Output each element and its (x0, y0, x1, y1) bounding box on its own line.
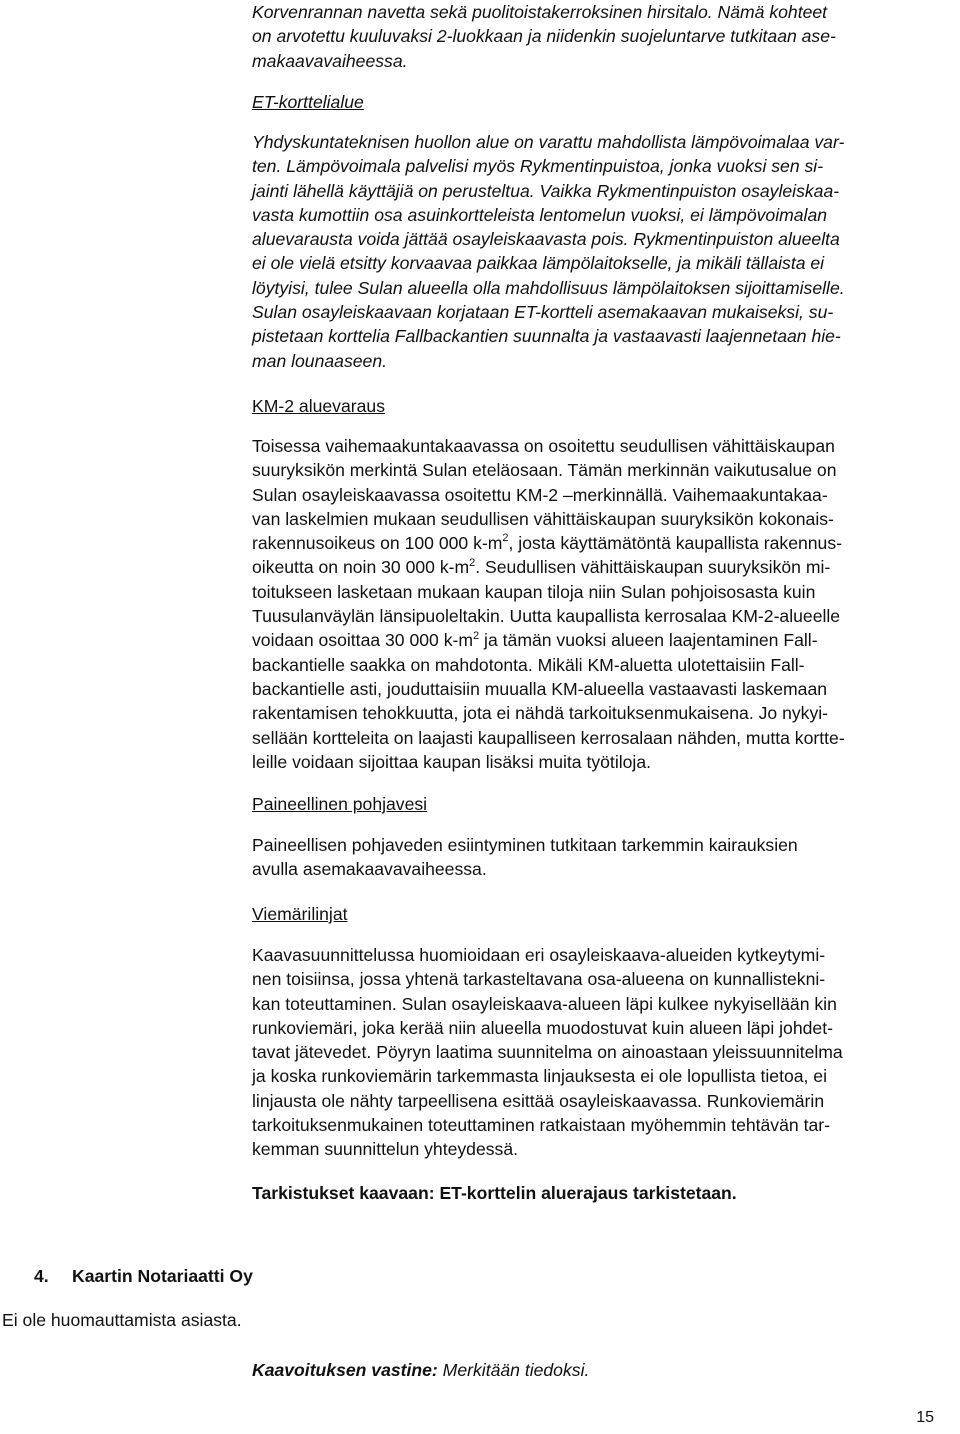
text-line: kan toteuttaminen. Sulan osayleiskaava-alueen läpi kulkee nykyisellään kin (252, 993, 837, 1014)
viemarilinjat-paragraph (252, 943, 952, 1162)
text-fragment: voidaan osoittaa 30 000 k-m (252, 630, 474, 651)
text-fragment: oikeutta on noin 30 000 k-m (252, 557, 470, 578)
section-body-text: Ei ole huomauttamista asiasta. (2, 1310, 242, 1330)
text-line: Yhdyskuntateknisen huollon alue on varattu mahdollista lämpövoimalaa var- (252, 132, 845, 152)
text-line: suuryksikön merkintä Sulan eteläosaan. Tämän merkinnän vaikutusalue on (252, 460, 837, 481)
text-line: nen toisiinsa, jossa yhtenä tarkasteltavana osa-alueena on kunnallistekni- (252, 969, 826, 990)
text-line: Sulan osayleiskaavaan korjataan ET-kortteli asemakaavan mukaiseksi, su- (252, 302, 834, 323)
intro-paragraph (252, 0, 952, 73)
text-line (252, 628, 952, 652)
text-line: ja koska runkoviemärin tarkemmasta linjauksesta ei ole lopullista tietoa, ei (252, 1066, 828, 1087)
superscript: 2 (469, 556, 476, 569)
text-line: aluevarausta voida jättää osayleiskaavasta pois. Rykmentinpuiston alueelta (252, 229, 840, 250)
text-line: van laskelmien mukaan seudullisen vähittäiskaupan suuryksikön kokonais- (252, 508, 834, 529)
text-line: leille voidaan sijoittaa kaupan lisäksi muita työtiloja. (252, 751, 652, 772)
text-line: sellään kortteleita on laajasti kaupalliseen kerrosalaan nähden, mutta kortte- (252, 727, 845, 748)
et-korttelialue-heading: ET-korttelialue (252, 92, 364, 112)
section-number: 4. (34, 1266, 49, 1286)
text-fragment: , josta käyttämätöntä kaupallista rakennus- (508, 533, 842, 554)
text-line: Toisessa vaihemaakuntakaavassa on osoitettu seudullisen vähittäiskaupan (252, 436, 835, 456)
text-line: kemman suunnittelun yhteydessä. (252, 1139, 519, 1160)
text-line: avulla asemakaavavaiheessa. (252, 859, 487, 880)
section-title: Kaartin Notariaatti Oy (72, 1266, 253, 1286)
text-line: Korvenrannan navetta sekä puolitoistakerroksinen hirsitalo. Nämä kohteet (252, 2, 828, 22)
text-line: on arvotettu kuuluvaksi 2-luokkaan ja niidenkin suojeluntarve tutkitaan ase- (252, 26, 836, 47)
text-line: Sulan osayleiskaavassa osoitettu KM-2 –merkinnällä. Vaihemaakuntakaa- (252, 484, 828, 505)
text-fragment: . Seudullisen vähittäiskaupan suuryksikön mi- (475, 557, 831, 578)
text-line: ei ole vielä etsitty korvaavaa paikkaa lämpölaitokselle, ja mikäli tällaista ei (252, 253, 825, 274)
text-line (252, 531, 952, 555)
tarkistukset-note: Tarkistukset kaavaan: ET-korttelin aluerajaus tarkistetaan. (252, 1183, 737, 1203)
page-number: 15 (916, 1409, 934, 1426)
text-line: rakentamisen tehokkuutta, jota ei nähdä tarkoituksenmukaisena. Jo nykyi- (252, 703, 829, 724)
paineellinen-pohjavesi-heading: Paineellinen pohjavesi (252, 794, 428, 814)
text-line: backantielle saakka on mahdotonta. Mikäli KM-aluetta ulotettaisiin Fall- (252, 654, 805, 675)
text-line: makaavavaiheessa. (252, 50, 408, 71)
text-line: Tuusulanväylän länsipuoleltakin. Uutta kaupallista kerrosalaa KM-2-alueelle (252, 606, 841, 627)
text-line: toitukseen lasketaan mukaan kaupan tiloja niin Sulan pohjoisosasta kuin (252, 581, 816, 602)
paineellinen-pohjavesi-paragraph (252, 833, 952, 882)
text-fragment: rakennusoikeus on 100 000 k-m (252, 533, 503, 554)
text-fragment: ja tämän vuoksi alueen laajentaminen Fall- (479, 630, 818, 651)
et-korttelialue-paragraph (252, 130, 952, 373)
text-line: pistetaan korttelia Fallbackantien suunnalta ja vastaavasti laajennetaan hie- (252, 326, 841, 347)
text-line: Kaavasuunnittelussa huomioidaan eri osayleiskaava-alueiden kytkeytymi- (252, 945, 826, 965)
text-line: backantielle asti, jouduttaisiin muualla KM-alueella vastaavasti laskemaan (252, 678, 828, 699)
text-line: runkoviemäri, joka kerää niin alueella muodostuvat kuin alueen läpi johdet- (252, 1017, 833, 1038)
superscript: 2 (502, 532, 509, 545)
text-line (252, 555, 952, 579)
vastine-text: Merkitään tiedoksi. (437, 1360, 590, 1380)
text-line: linjausta ole nähty tarpeellisena esittää osayleiskaavassa. Runkoviemärin (252, 1090, 825, 1111)
text-line: Paineellisen pohjaveden esiintyminen tutkitaan tarkemmin kairauksien (252, 835, 798, 855)
text-line: löytyisi, tulee Sulan alueella olla mahdollisuus lämpölaitoksen sijoittamiselle. (252, 277, 845, 298)
km2-aluevaraus-heading: KM-2 aluevaraus (252, 396, 385, 416)
text-line: jainti lähellä käyttäjiä on perusteltua. Vaikka Rykmentinpuiston osayleiskaa- (252, 180, 840, 201)
superscript: 2 (473, 629, 480, 642)
text-line: tavat jätevedet. Pöyryn laatima suunnitelma on ainoastaan yleissuunnitelma (252, 1042, 843, 1063)
text-line: tarkoituksenmukainen toteuttaminen ratkaistaan myöhemmin tehtävän tar- (252, 1115, 830, 1136)
text-line: ten. Lämpövoimala palvelisi myös Rykmentinpuistoa, jonka vuoksi sen si- (252, 156, 824, 177)
kaavoituksen-vastine (252, 1358, 952, 1382)
viemarilinjat-heading: Viemärilinjat (252, 904, 348, 924)
vastine-label: Kaavoituksen vastine: (252, 1360, 438, 1380)
km2-aluevaraus-paragraph (252, 434, 952, 774)
text-line: vasta kumottiin osa asuinkortteleista lentomelun vuoksi, ei lämpövoimalan (252, 204, 828, 225)
text-line: man lounaaseen. (252, 350, 387, 371)
